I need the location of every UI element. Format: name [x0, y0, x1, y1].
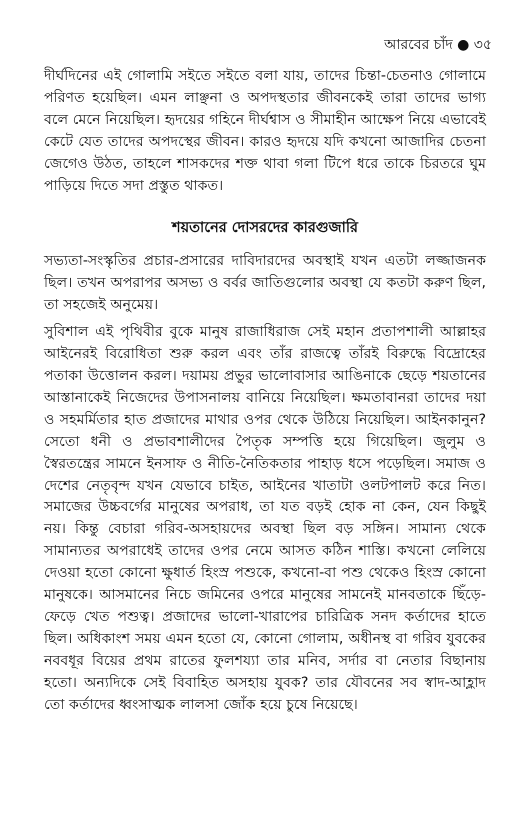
section-heading: শয়তানের দোসরদের কারগুজারি: [172, 220, 358, 237]
paragraph: দীর্ঘদিনের এই গোলামি সইতে সইতে বলা যায়, তাদের চিন্তা-চেতনাও গোলামে পরিণত হয়েছিল। এমন লাঞ্ছনা ও অপদস্থতার জীবনকেই তারা তাদের ভাগ্য বলে মেনে নিয়েছিল। হৃদয়ের গহিনে দীর্ঘশ্বাস ও সীমাহীন আক্ষেপ নিয়ে এভাবেই কেটে যেত তাদের অপদস্থের জীবন। কারও হৃদয়ে যদি কখনো আজাদির চেতনা জেগেও উঠত, তাহলে শাসকদের শক্ত থাবা গলা টিপে ধরে তাকে চিরতরে ঘুম পাড়িয়ে দিতে সদা প্রস্তুত থাকত।: [44, 68, 486, 194]
body-text: [44, 66, 486, 716]
paragraph: সভ্যতা-সংস্কৃতির প্রচার-প্রসারের দাবিদারদের অবস্থাই যখন এতটা লজ্জাজনক ছিল। তখন অপরাপর অসভ্য ও বর্বর জাতিগুলোর অবস্থা যে কতটা করুণ ছিল, তা সহজেই অনুমেয়।: [44, 253, 486, 314]
paragraph: সুবিশাল এই পৃথিবীর বুকে মানুষ রাজাধিরাজ সেই মহান প্রতাপশালী আল্লাহর আইনেরই বিরোধিতা শুরু করল এবং তাঁর রাজত্বে তাঁরই বিরুদ্ধে বিদ্রোহের পতাকা উত্তোলন করল। দয়াময় প্রভুর ভালোবাসার আঙিনাকে ছেড়ে শয়তানের আস্তানাকেই নিজেদের উপাসনালয় বানিয়ে নিয়েছিল। ক্ষমতাবানরা তাদের দয়া ও সহমর্মিতার হাত প্রজাদের মাথার ওপর থেকে উঠিয়ে নিয়েছিল। আইনকানুন? সেতো ধনী ও প্রভাবশালীদের পৈতৃক সম্পত্তি হয়ে গিয়েছিল। জুলুম ও স্বৈরতন্ত্রের সামনে ইনসাফ ও নীতি-নৈতিকতার পাহাড় ধসে পড়েছিল। সমাজ ও দেশের নেতৃবৃন্দ যখন যেভাবে চাইত, আইনের খাতাটা ওলটপালট করে নিত। সমাজের উচ্চবর্গের মানুষের অপরাধ, তা যত বড়ই হোক না কেন, যেন কিছুই নয়। কিন্তু বেচারা গরিব-অসহায়দের অবস্থা ছিল বড় সঙ্গিন। সামান্য থেকে সামান্যতর অপরাধেই তাদের ওপর নেমে আসত কঠিন শাস্তি। কখনো লেলিয়ে দেওয়া হতো কোনো ক্ষুধার্ত হিংস্র পশুকে, কখনো-বা পশু থেকেও হিংস্র কোনো মানুষকে। আসমানের নিচে জমিনের ওপরে মানুষের সামনেই মানবতাকে ছিঁড়ে-ফেড়ে খেত পশুত্ব। প্রজাদের ভালো-খারাপের চারিত্রিক সনদ কর্তাদের হাতে ছিল। অধিকাংশ সময় এমন হতো যে, কোনো গোলাম, অধীনস্থ বা গরিব যুবকের নববধূর বিয়ের প্রথম রাতের ফুলশয্যা তার মনিব, সর্দার বা নেতার বিছানায় হতো। অন্যদিকে সেই বিবাহিত অসহায় যুবক? তার যৌবনের সব স্বাদ-আহ্লাদ তো কর্তাদের ধ্বংসাত্মক লালসা জোঁক হয়ে চুষে নিয়েছে।: [44, 324, 486, 713]
running-header: আরবের চাঁদ ● ৩৫: [384, 37, 492, 53]
